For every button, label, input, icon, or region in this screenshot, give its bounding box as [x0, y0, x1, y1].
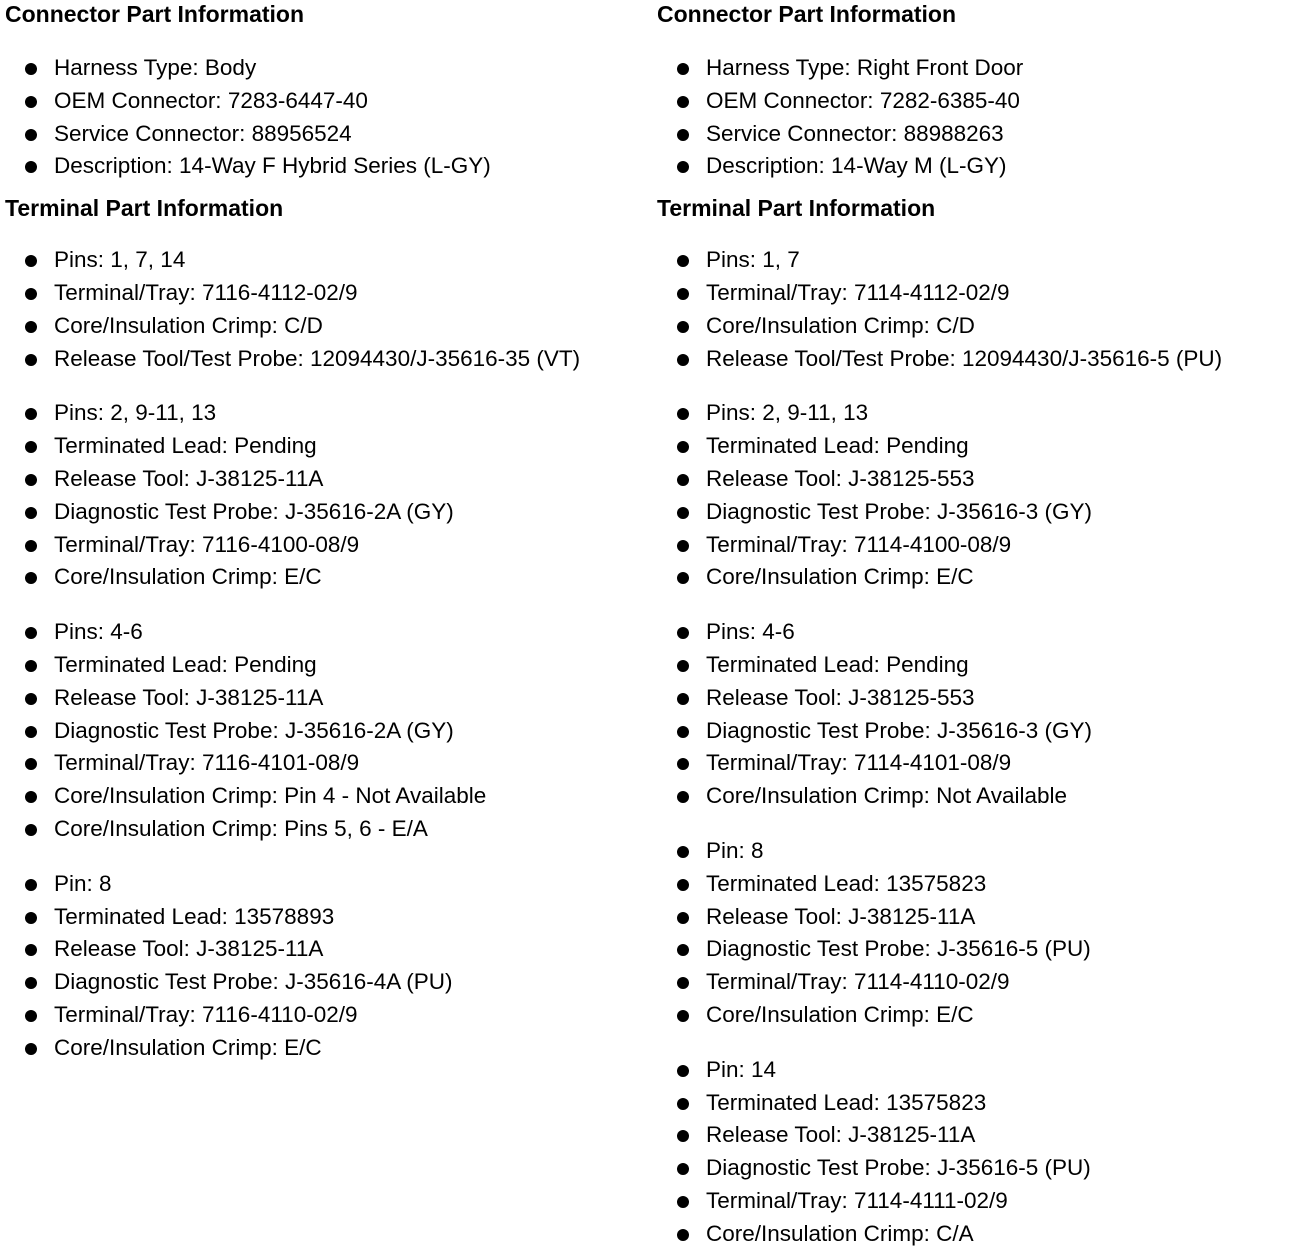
list-item: Diagnostic Test Probe: J-35616-5 (PU) [657, 933, 1307, 966]
bullet-icon [677, 474, 689, 486]
list-item: Harness Type: Body [5, 52, 645, 85]
list-item: Description: 14-Way M (L-GY) [657, 150, 1307, 183]
bullet-icon [677, 96, 689, 108]
list-item: Pins: 4-6 [5, 616, 645, 649]
bullet-icon [677, 1130, 689, 1142]
list-item: Pins: 2, 9-11, 13 [657, 397, 1307, 430]
bullet-icon [677, 63, 689, 75]
bullet-icon [25, 96, 37, 108]
bullet-icon [677, 1098, 689, 1110]
list-item: Release Tool/Test Probe: 12094430/J-35616-5 (PU) [657, 343, 1307, 376]
list-item: Release Tool: J-38125-11A [657, 1119, 1307, 1152]
list-item: Terminal/Tray: 7116-4100-08/9 [5, 529, 645, 562]
bullet-icon [25, 441, 37, 453]
list-item: Terminal/Tray: 7114-4101-08/9 [657, 747, 1307, 780]
terminal-part-heading: Terminal Part Information [5, 195, 284, 222]
right-connector-column [657, 0, 1307, 1251]
bullet-icon [677, 161, 689, 173]
bullet-icon [677, 1196, 689, 1208]
terminal-group [657, 616, 1307, 813]
bullet-icon [677, 660, 689, 672]
list-item: Release Tool: J-38125-11A [5, 682, 645, 715]
terminal-part-heading: Terminal Part Information [657, 195, 936, 222]
bullet-icon [25, 63, 37, 75]
bullet-icon [677, 507, 689, 519]
list-item: Diagnostic Test Probe: J-35616-2A (GY) [5, 715, 645, 748]
bullet-icon [677, 441, 689, 453]
list-item: Pins: 2, 9-11, 13 [5, 397, 645, 430]
list-item: Core/Insulation Crimp: Not Available [657, 780, 1307, 813]
list-item: Terminal/Tray: 7114-4100-08/9 [657, 529, 1307, 562]
bullet-icon [677, 354, 689, 366]
bullet-icon [677, 572, 689, 584]
connector-part-heading: Connector Part Information [657, 1, 957, 27]
list-item: Terminal/Tray: 7116-4101-08/9 [5, 747, 645, 780]
list-item: Pins: 1, 7, 14 [5, 244, 645, 277]
bullet-icon [677, 408, 689, 420]
bullet-icon [677, 627, 689, 639]
list-item: Release Tool: J-38125-553 [657, 682, 1307, 715]
bullet-icon [25, 824, 37, 836]
list-item: Terminal/Tray: 7116-4110-02/9 [5, 999, 645, 1032]
list-item: Core/Insulation Crimp: Pin 4 - Not Available [5, 780, 645, 813]
list-item: Core/Insulation Crimp: E/C [657, 999, 1307, 1032]
bullet-icon [25, 912, 37, 924]
bullet-icon [25, 791, 37, 803]
bullet-icon [677, 912, 689, 924]
bullet-icon [25, 129, 37, 141]
bullet-icon [677, 1163, 689, 1175]
list-item: Release Tool: J-38125-11A [5, 463, 645, 496]
list-item: Core/Insulation Crimp: C/A [657, 1218, 1307, 1251]
list-item: Terminated Lead: Pending [5, 649, 645, 682]
terminal-group [5, 244, 645, 375]
bullet-icon [25, 726, 37, 738]
list-item: Core/Insulation Crimp: Pins 5, 6 - E/A [5, 813, 645, 846]
list-item: OEM Connector: 7282-6385-40 [657, 85, 1307, 118]
list-item: Release Tool: J-38125-11A [657, 901, 1307, 934]
bullet-icon [25, 1043, 37, 1055]
bullet-icon [677, 758, 689, 770]
list-item: Terminated Lead: 13578893 [5, 901, 645, 934]
bullet-icon [25, 660, 37, 672]
bullet-icon [25, 879, 37, 891]
bullet-icon [677, 944, 689, 956]
bullet-icon [677, 879, 689, 891]
bullet-icon [677, 1010, 689, 1022]
bullet-icon [25, 321, 37, 333]
list-item: Release Tool: J-38125-11A [5, 933, 645, 966]
list-item: Service Connector: 88988263 [657, 118, 1307, 151]
bullet-icon [25, 977, 37, 989]
list-item: Diagnostic Test Probe: J-35616-3 (GY) [657, 496, 1307, 529]
list-item: Diagnostic Test Probe: J-35616-4A (PU) [5, 966, 645, 999]
connector-part-list [5, 52, 645, 183]
terminal-group [657, 244, 1307, 375]
list-item: Terminal/Tray: 7114-4112-02/9 [657, 277, 1307, 310]
bullet-icon [25, 161, 37, 173]
bullet-icon [677, 1229, 689, 1241]
bullet-icon [25, 944, 37, 956]
terminal-group [657, 835, 1307, 1032]
bullet-icon [25, 507, 37, 519]
connector-part-list [657, 52, 1307, 183]
bullet-icon [677, 791, 689, 803]
list-item: OEM Connector: 7283-6447-40 [5, 85, 645, 118]
bullet-icon [25, 758, 37, 770]
list-item: Diagnostic Test Probe: J-35616-3 (GY) [657, 715, 1307, 748]
list-item: Description: 14-Way F Hybrid Series (L-GY) [5, 150, 645, 183]
terminal-group [5, 397, 645, 594]
terminal-group [657, 397, 1307, 594]
list-item: Harness Type: Right Front Door [657, 52, 1307, 85]
bullet-icon [677, 321, 689, 333]
list-item: Release Tool/Test Probe: 12094430/J-35616-35 (VT) [5, 343, 645, 376]
bullet-icon [677, 288, 689, 300]
list-item: Terminal/Tray: 7116-4112-02/9 [5, 277, 645, 310]
terminal-group [5, 616, 645, 846]
list-item: Terminated Lead: 13575823 [657, 1087, 1307, 1120]
left-connector-column [5, 0, 645, 1065]
list-item: Terminated Lead: Pending [657, 430, 1307, 463]
list-item: Diagnostic Test Probe: J-35616-5 (PU) [657, 1152, 1307, 1185]
bullet-icon [25, 354, 37, 366]
list-item: Terminated Lead: Pending [5, 430, 645, 463]
bullet-icon [677, 255, 689, 267]
bullet-icon [25, 408, 37, 420]
bullet-icon [25, 627, 37, 639]
bullet-icon [677, 726, 689, 738]
bullet-icon [25, 693, 37, 705]
connector-part-heading: Connector Part Information [5, 1, 305, 27]
bullet-icon [677, 129, 689, 141]
bullet-icon [25, 474, 37, 486]
bullet-icon [25, 540, 37, 552]
list-item: Release Tool: J-38125-553 [657, 463, 1307, 496]
bullet-icon [677, 693, 689, 705]
list-item: Terminated Lead: Pending [657, 649, 1307, 682]
list-item: Terminal/Tray: 7114-4110-02/9 [657, 966, 1307, 999]
list-item: Pin: 8 [657, 835, 1307, 868]
list-item: Core/Insulation Crimp: E/C [5, 561, 645, 594]
terminal-group [657, 1054, 1307, 1251]
terminal-group [5, 868, 645, 1065]
bullet-icon [677, 977, 689, 989]
list-item: Core/Insulation Crimp: C/D [657, 310, 1307, 343]
bullet-icon [677, 846, 689, 858]
list-item: Pins: 1, 7 [657, 244, 1307, 277]
list-item: Core/Insulation Crimp: E/C [657, 561, 1307, 594]
bullet-icon [25, 288, 37, 300]
bullet-icon [25, 572, 37, 584]
list-item: Pin: 14 [657, 1054, 1307, 1087]
list-item: Terminated Lead: 13575823 [657, 868, 1307, 901]
list-item: Terminal/Tray: 7114-4111-02/9 [657, 1185, 1307, 1218]
bullet-icon [25, 255, 37, 267]
list-item: Core/Insulation Crimp: E/C [5, 1032, 645, 1065]
bullet-icon [677, 1065, 689, 1077]
bullet-icon [25, 1010, 37, 1022]
list-item: Pins: 4-6 [657, 616, 1307, 649]
bullet-icon [677, 540, 689, 552]
list-item: Service Connector: 88956524 [5, 118, 645, 151]
list-item: Diagnostic Test Probe: J-35616-2A (GY) [5, 496, 645, 529]
list-item: Pin: 8 [5, 868, 645, 901]
list-item: Core/Insulation Crimp: C/D [5, 310, 645, 343]
